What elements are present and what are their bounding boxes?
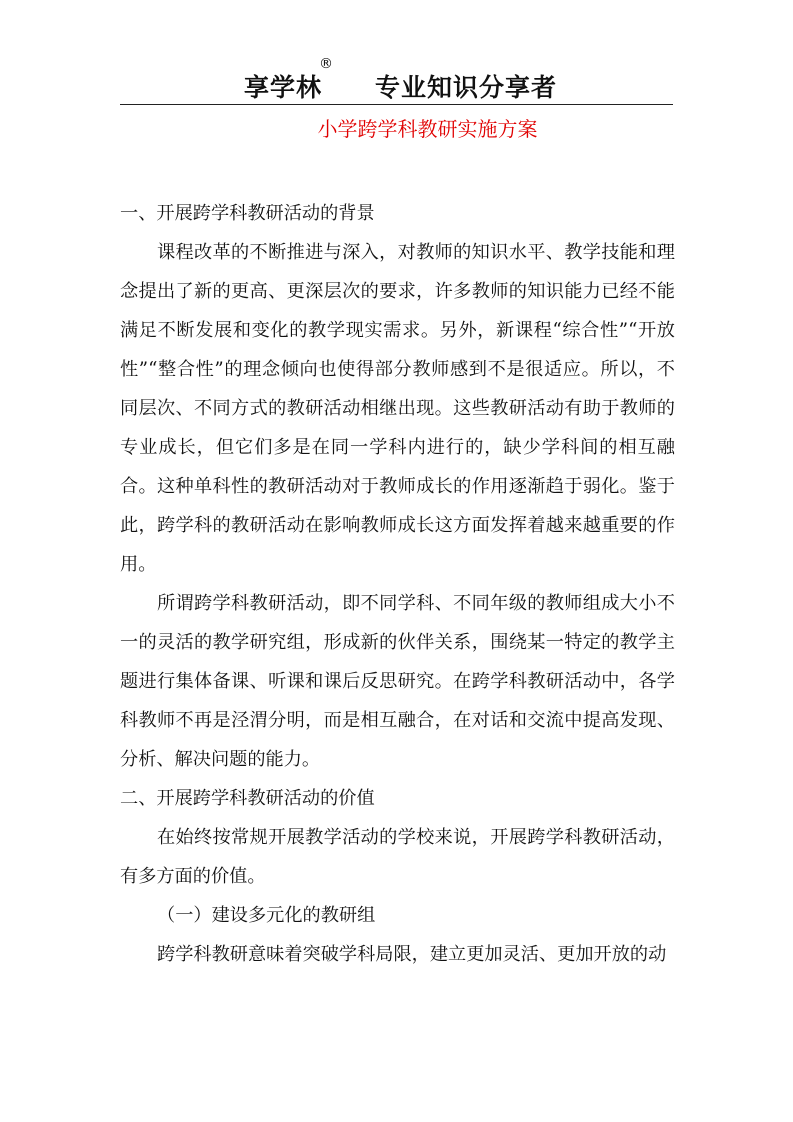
paragraph: 课程改革的不断推进与深入，对教师的知识水平、教学技能和理念提出了新的更高、更深层次的要求，许多教师的知识能力已经不能满足不断发展和变化的教学现实需求。另外，新课程“综合性”“开放性”“整合性”的理念倾向也使得部分教师感到不是很适应。所以，不同层次、不同方式的教研活动相继出现。这些教研活动有助于教师的专业成长，但它们多是在同一学科内进行的，缺少学科间的相互融合。这种单科性的教研活动对于教师成长的作用逐渐趋于弱化。鉴于此，跨学科的教研活动在影响教师成长这方面发挥着越来越重要的作用。	[120, 242, 675, 575]
section-heading: 二、开展跨学科教研活动的价值	[120, 788, 375, 809]
paragraph: 在始终按常规开展教学活动的学校来说，开展跨学科教研活动，有多方面的价值。	[120, 827, 675, 887]
document-title: 小学跨学科教研实施方案	[317, 117, 538, 141]
page-header	[120, 56, 673, 105]
brand-tagline: 专业知识分享者	[375, 73, 558, 102]
document-body	[120, 194, 675, 974]
section-heading: 一、开展跨学科教研活动的背景	[120, 203, 375, 224]
paragraph: 所谓跨学科教研活动，即不同学科、不同年级的教师组成大小不一的灵活的教学研究组，形成新的伙伴关系，围绕某一特定的教学主题进行集体备课、听课和课后反思研究。在跨学科教研活动中，各学科教师不再是泾渭分明，而是相互融合，在对话和交流中提高发现、分析、解决问题的能力。	[120, 593, 675, 770]
paragraph: 跨学科教研意味着突破学科局限，建立更加灵活、更加开放的动	[157, 944, 667, 965]
registered-trademark-icon: ®	[319, 56, 333, 72]
subsection-heading: （一）建设多元化的教研组	[157, 905, 376, 926]
brand-name: 享学林	[244, 73, 323, 102]
